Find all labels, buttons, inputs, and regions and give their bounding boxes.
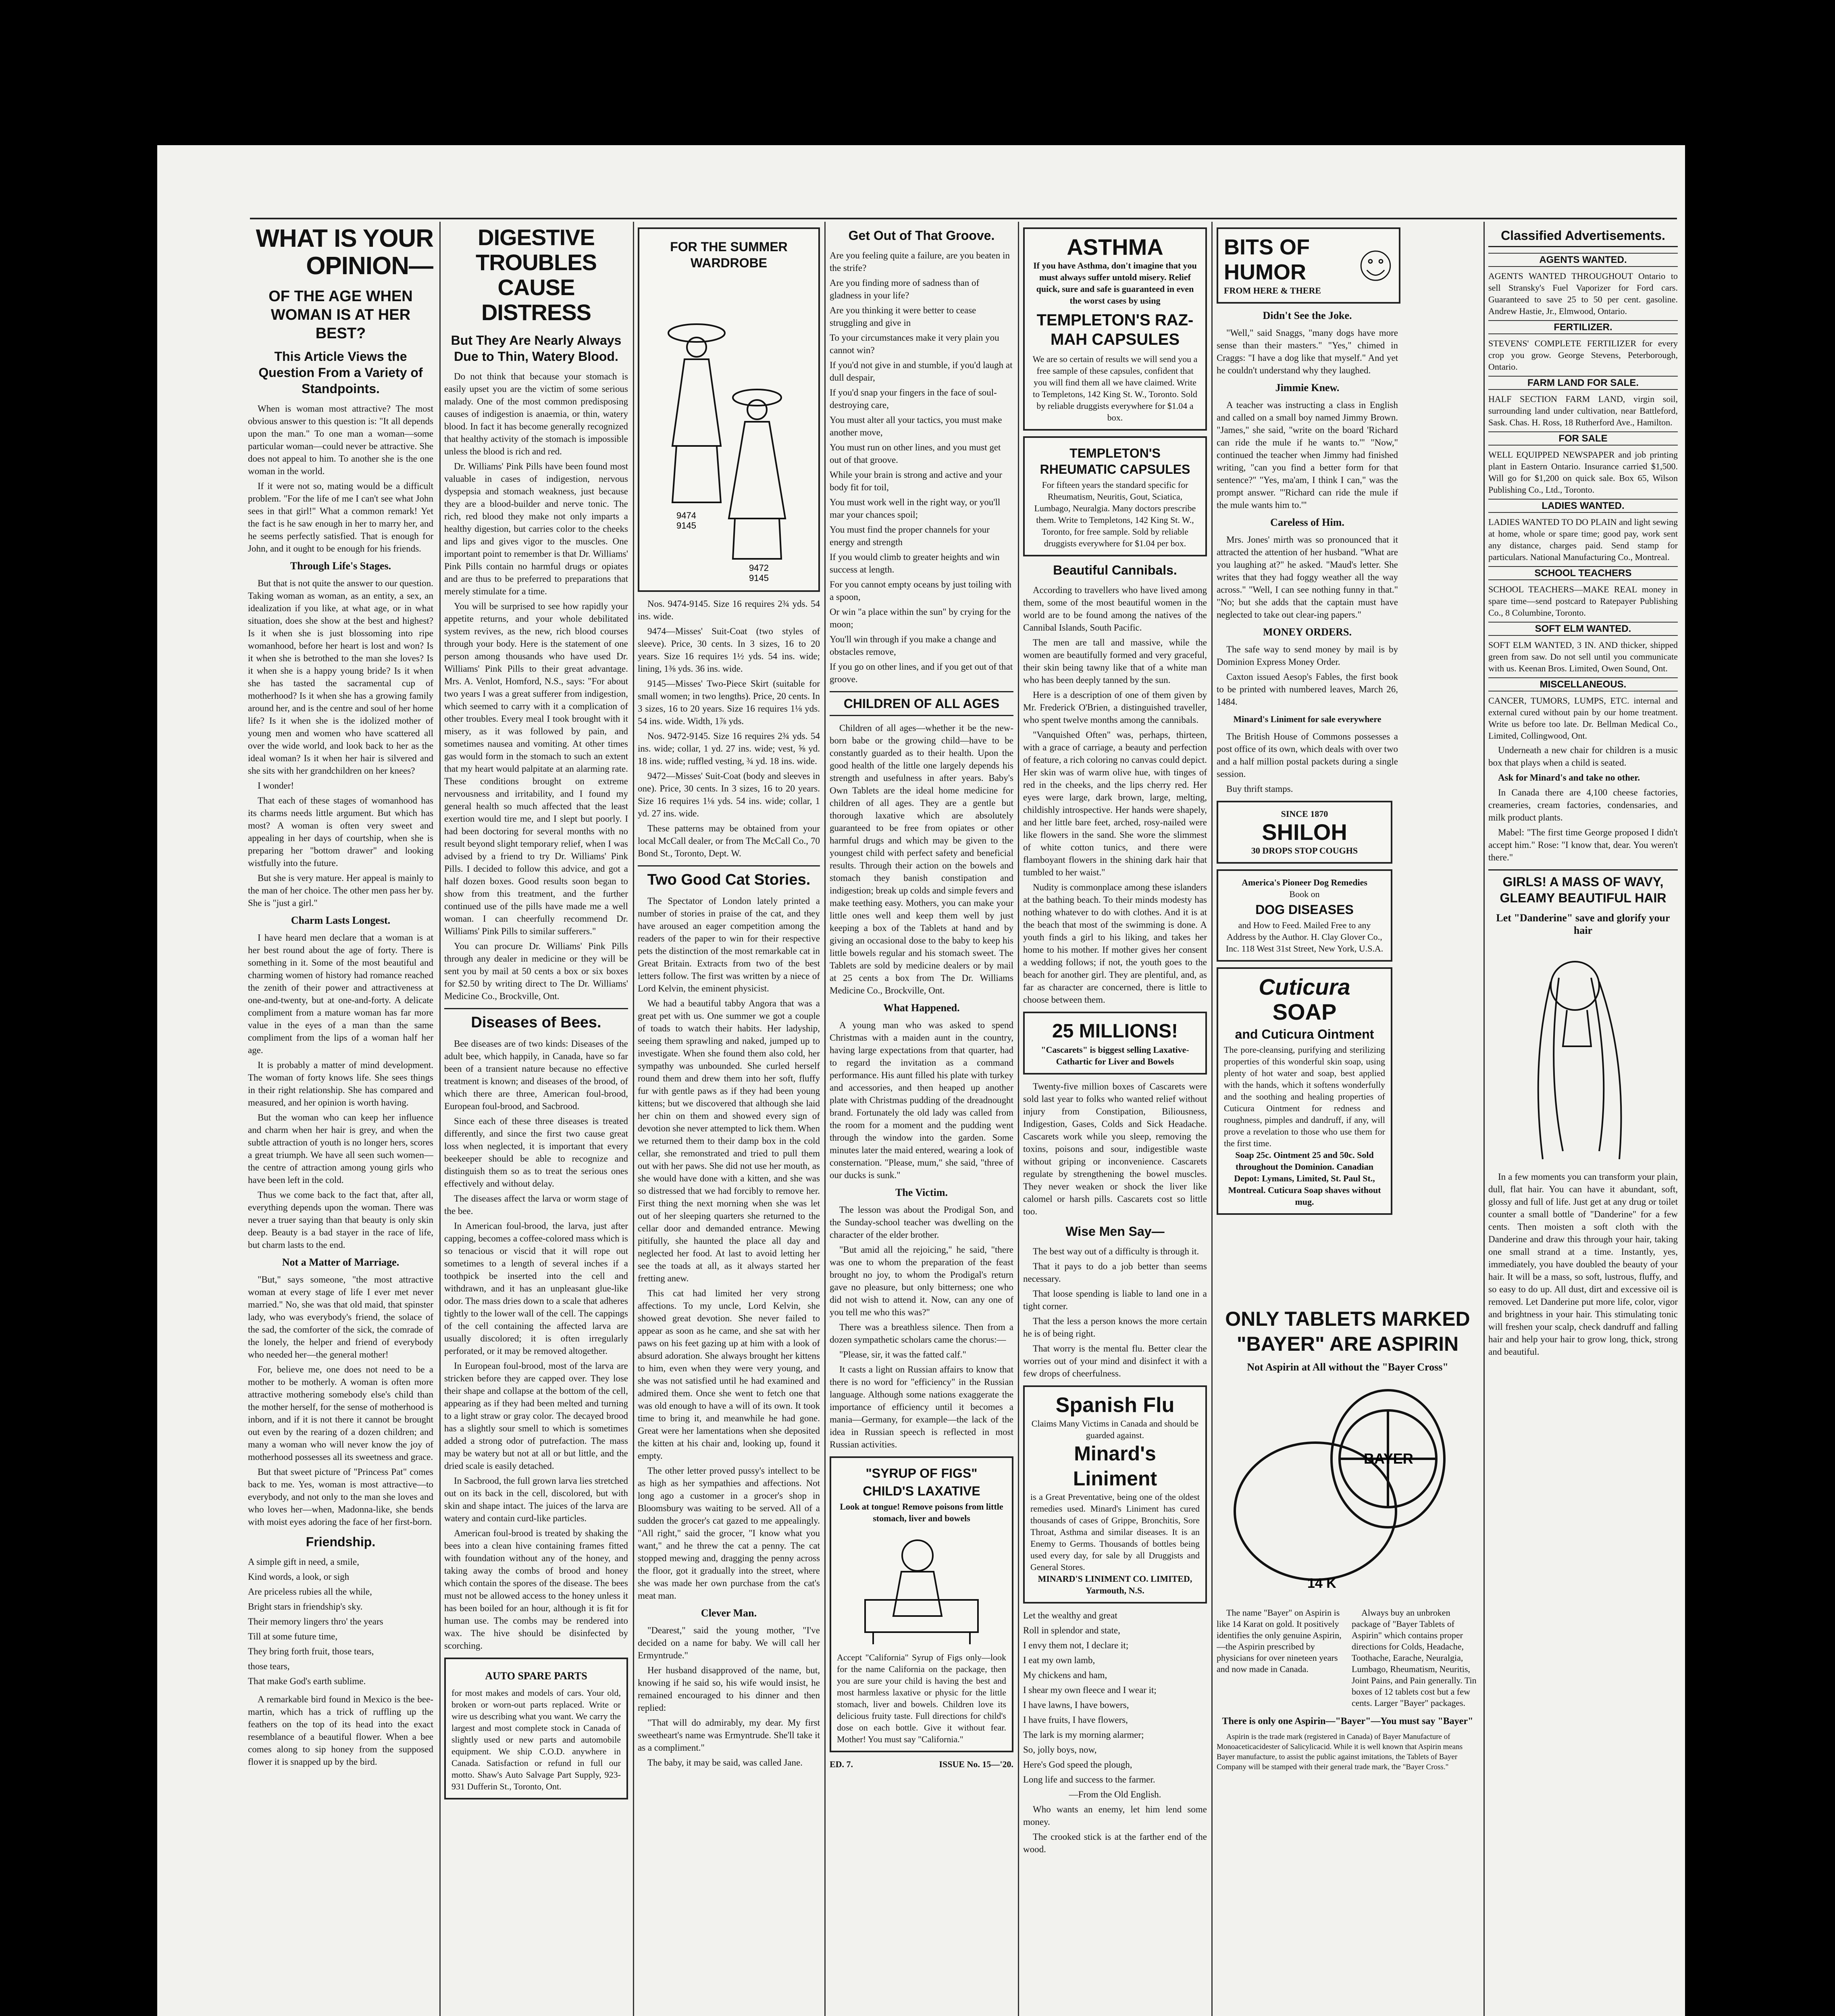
classified-ad: LADIES WANTED TO DO PLAIN and light sewing at home, whole or spare time; good pay, work sent any distance, charges paid. Send stamp for particulars. National Manufacturing Co., Montreal. (1488, 517, 1678, 562)
article-paragraph: Children of all ages—whether it be the new-born babe or the growing child—have to be constantly guarded as to their health. Upon the good health of the little one largely depends his strength and usefulness in after years. Baby's Own Tablets are the ideal home medicine for children of all ages. They are a gentle but thorough laxative which are absolutely guaranteed to be free from opiates or other harmful drugs and which may be given to the youngest child with perfect safety and beneficial results. Through their action on the bowels and stomach they banish constipation and indigestion; break up colds and simple fevers and make teething easy. Mothers, you can make your little ones well and keep them well by just keeping a box of the Tablets at hand and by giving an occasional dose to the baby to keep his little bowels regular and his stomach sweet. The Tablets are sold by medicine dealers or by mail at 25 cents a box from The Dr. Williams Medicine Co., Brockville, Ont. (830, 723, 1013, 996)
poem-line: If you'd not give in and stumble, if you'd laugh at dull despair, (830, 360, 1013, 383)
article-paragraph: Nudity is commonplace among these islanders at the bathing beach. To their minds modesty has nothing whatever to do with clothes. And it is at the beach that most of the swimming is done. A youth finds a girl to his liking, and takes her home to his mother. If mother gives her consent a wedding follows; if not, the youth goes to the beach for another girl. They are plentiful, and, as far as character are concerned, there is little to choose between them. (1023, 882, 1207, 1005)
classified-ad: SCHOOL TEACHERS—MAKE REAL money in spare time—send postcard to Ratepayer Publishing Co., 8 Columbine, Toronto. (1488, 584, 1678, 618)
poem (248, 1556, 433, 1687)
opinion-deck: This Article Views the Question From a Variety of Standpoints. (258, 349, 423, 396)
filler-paragraph: The crooked stick is at the farther end of the wood. (1023, 1832, 1207, 1854)
article-paragraph: That worry is the mental flu. Better clear the worries out of your mind and disinfect it with a few drops of cheerfulness. (1023, 1343, 1207, 1379)
article-paragraph: But that is not quite the answer to our question. Taking woman as woman, as an entity, a sex, an idealization if you like, at what age, or in what situation, does she show at the best and highest? Is it when she is just blossoming into ripe womanhood, before her heart is lost and won? Is it when she is betrothed to the man she loves? Is it when she is a happy young bride? Is it when she has tasted the sacramental cup of motherhood? Is it when she has a growing family around her, and is the centre and soul of her home life? Is it when she is the idolized mother of young men and women who have scattered all over the wide world, and look back to her as the ideal woman? Is it when her hair is silvered and she sits with her grandchildren on her knees? (248, 578, 433, 776)
article-paragraph: According to travellers who have lived among them, some of the most beautiful women in the world are to be found among the natives of the Cannibal Islands, South Pacific. (1023, 585, 1207, 633)
humor-jokes (1217, 309, 1398, 795)
figure-label: 9145 (676, 521, 696, 531)
article-paragraph: "That will do admirably, my dear. My first sweetheart's name was Ermyntrude. She'll take it as a compliment." (638, 1718, 820, 1753)
article-paragraph: It casts a light on Russian affairs to know that there is no word for "efficiency" in the Russian language. Although some nations exaggerate the importance of efficiency until it becomes a mania—Germany, for example—the lack of the idea in Russian speech is reflected in most Russian activities. (830, 1364, 1013, 1450)
groove-title: Get Out of That Groove. (848, 228, 995, 243)
shiloh-title: SHILOH (1262, 819, 1347, 845)
article-paragraph: Dr. Williams' Pink Pills have been found most valuable in cases of indigestion, nervous dyspepsia and stomach weakness, just because they are a blood-builder and nerve tonic. The rich, red blood they make not only imparts a healthy digestion, but carries color to the cheeks and lips and gives vigor to the muscles. One important point to remember is that Dr. Williams' Pink Pills contain no harmful drugs or opiates and are thus to be preferred to preparations that merely stimulate for a time. (444, 461, 628, 596)
poem-line: While your brain is strong and active and your body fit for toil, (830, 470, 1002, 492)
clever-man-title: Clever Man. (701, 1607, 757, 1619)
article-paragraph: In Sacbrood, the full grown larva lies stretched out on its back in the cell, discolored, but with skin and shape intact. The juices of the larva are watery and contain curd-like particles. (444, 1476, 628, 1523)
auto-parts-ad (444, 1658, 628, 1799)
humor-title: BITS OF HUMOR (1224, 235, 1310, 284)
dog-remedies-ad (1217, 869, 1392, 962)
poem-line: If you go on other lines, and if you get out of that groove. (830, 662, 1013, 684)
top-rule (250, 218, 1677, 219)
poem-line: Are you finding more of sadness than of gladness in your life? (830, 278, 980, 300)
article-paragraph: American foul-brood is treated by shaking the bees into a clean hive containing frames fitted with foundation without any of the honey, and taking away the combs of brood and honey which contain the spores of the disease. The bees must not be allowed access to the honey unless it has been boiled for an hour, although it is fit for human use. The combs may be rendered into wax. The hive should be disinfected by scorching. (444, 1528, 628, 1651)
poem-line: I have fruits, I have flowers, (1023, 1715, 1128, 1725)
syrup-lead: Look at tongue! Remove poisons from little stomach, liver and bowels (840, 1502, 1003, 1523)
article-paragraph: It is probably a matter of mind development. The woman of forty knows life. She sees things in their right relationship. She has compared and measured, and her opinion is worth having. (248, 1060, 433, 1108)
poem-line: Or win "a place within the sun" by crying for the moon; (830, 607, 1011, 629)
poem-line: That make God's earth sublime. (248, 1676, 366, 1686)
poem-line: To your circumstances make it very plain you cannot win? (830, 333, 999, 355)
shiloh-subtitle: 30 DROPS STOP COUGHS (1251, 846, 1358, 856)
opinion-subheadline: OF THE AGE WHEN WOMAN IS AT HER BEST? (268, 288, 413, 342)
column-6 (1217, 222, 1479, 1302)
cuticura-price: Soap 25c. Ointment 25 and 50c. Sold throughout the Dominion. Canadian Depot: Lymans, Limited, St. Paul St., Montreal. Cuticura Soap shaves without mug. (1228, 1150, 1381, 1207)
joke-text: Mrs. Jones' mirth was so pronounced that it attracted the attention of her husband. "What are you laughing at?" he asked. "Maud's letter. She writes that they had foggy weather all the way across." "Well, I can see nothing funny in that." "No; but she adds that the captain must have neglected to take out clear-ing papers." (1217, 535, 1398, 620)
article-paragraph: The lesson was about the Prodigal Son, and the Sunday-school teacher was dwelling on the character of the elder brother. (830, 1205, 1013, 1240)
section-subhead: Through Life's Stages. (290, 560, 391, 572)
article-paragraph: "But," says someone, "the most attractive woman at every stage of life I ever met never married." No, she was that old maid, that spinster lady, who was everybody's friend, the solace of the sad, the comforter of the sick, the comrade of the lonely, the helper and friend of everybody who needed her—the general mother! (248, 1275, 433, 1360)
poem-line: Bright stars in friendship's sky. (248, 1602, 363, 1612)
what-happened-title: What Happened. (883, 1002, 960, 1014)
fashion-box (638, 227, 820, 592)
pattern-text: 9474—Misses' Suit-Coat (two styles of sleeve). Price, 30 cents. In 3 sizes, 16 to 20 years. Size 16 requires 1½ yds. 54 ins. wide; lining, 1⅜ yds. 36 ins. wide. (638, 626, 820, 674)
poem-line: Are priceless rubies all the while, (248, 1587, 372, 1597)
article-paragraph: Caxton issued Aesop's Fables, the first book to be printed with numbered leaves, March 26, 1484. (1217, 672, 1398, 707)
poem-line: Long life and success to the farmer. (1023, 1774, 1155, 1785)
dog-lead: America's Pioneer Dog Remedies (1242, 877, 1367, 887)
cannibals-title: Beautiful Cannibals. (1053, 563, 1177, 577)
asthma-title: ASTHMA (1067, 234, 1163, 260)
bayer-right-text: Always buy an unbroken package of "Bayer Tablets of Aspirin" which contains proper directions for Colds, Headache, Toothache, Earache, Neuralgia, Lumbago, Rheumatism, Neuritis, Joint Pains, and Pain generally. Tin boxes of 12 tablets cost but a few cents. Larger "Bayer" packages. (1352, 1608, 1477, 1708)
article-paragraph: The diseases affect the larva or worm stage of the bee. (444, 1193, 628, 1216)
wise-men-title: Wise Men Say— (1065, 1224, 1165, 1239)
article-paragraph: A young man who was asked to spend Christmas with a maiden aunt in the country, having large expectations from that quarter, had to regard the invitation as a command performance. His aunt filled his plate with turkey and accessories, and then heaped up another plate with Christmas pudding of the dreadnought brand. Fortunately the old lady was called from the room for a moment and the pudding went through the window into the garden. Some minutes later the maid entered, wearing a look of consternation. "Please, mum," she said, "three of our ducks is sunk." (830, 1020, 1013, 1180)
syrup-of-figs-ad (830, 1456, 1013, 1752)
article-paragraph: The other letter proved pussy's intellect to be as high as her sympathies and affections. Not long ago a customer in a grocer's shop in Bloomsbury was waiting to be served. All of a sudden the grocer's cat gazed to me appealingly. "All right," said the grocer, "I know what you want," and he threw the cat a penny. The cat stopped mewing and, dragging the penny across the floor, got it gradually into the street, where she was made her own purchase from the cat's meat man. (638, 1466, 820, 1601)
woman-long-hair-illustration (1506, 941, 1660, 1167)
joke-text: "Well," said Snaggs, "many dogs have more sense than their masters." "Yes," chimed in Craggs: "I have a dog like that myself." And yet he couldn't understand why they laughed. (1217, 328, 1398, 375)
cuticura-ad (1217, 967, 1392, 1215)
issue-number: ISSUE No. 15—'20. (939, 1759, 1013, 1769)
poem-line: I shear my own fleece and I wear it; (1023, 1685, 1157, 1695)
classified-title: Classified Advertisements. (1488, 227, 1678, 247)
bayer-cross-text: BAYER (1364, 1450, 1413, 1467)
joke-title: Jimmie Knew. (1275, 382, 1340, 394)
article-paragraph: "Vanquished Often" was, perhaps, thirteen, with a grace of carriage, a beauty and perfection of feature, a rich coloring no canvas could depict. Her skin was of warm olive hue, with tinges of red in the cheeks, and the lips cherry red. Her eyes were large, dark brown, large, melting, childishly introspective. Her hands were shapely, and her little bare feet, arched, rosy-nailed were like flowers in the sand. She wore the slimmest of white cotton tunics, and there were flamboyant flowers in the shining dark hair that tumbled to her waist." (1023, 730, 1207, 877)
poem-line: You must work well in the right way, or you'll mar your chances spoil; (830, 497, 1001, 520)
pattern-text: 9145—Misses' Two-Piece Skirt (suitable for small women; in two lengths). Price, 20 cents. In 3 sizes, 16 to 20 years. Size 16 requires 1⅛ yds. 54 ins. wide. Width, 1⅞ yds. (638, 679, 820, 726)
classified-heading: AGENTS WANTED. (1488, 253, 1678, 267)
classified-heading: SCHOOL TEACHERS (1488, 566, 1678, 580)
pattern-text: 9472—Misses' Suit-Coat (body and sleeves in one). Price, 30 cents. In 3 sizes, 16 to 20 years. Size 16 requires 1⅛ yds. 54 ins. wide; collar, 1 yd. 27 ins. wide. (638, 771, 820, 818)
poem-line: I have lawns, I have bowers, (1023, 1700, 1129, 1710)
poem-line: Kind words, a look, or sigh (248, 1572, 350, 1582)
spanish-flu-title: Spanish Flu (1055, 1393, 1175, 1417)
syrup-subtitle: CHILD'S LAXATIVE (863, 1484, 980, 1498)
groove-poem (830, 249, 1013, 685)
poem-line: If you'd snap your fingers in the face of soul-destroying care, (830, 387, 997, 410)
article-paragraph: In European foul-brood, most of the larva are stricken before they are capped over. They lose their shape and collapse at the bottom of the cell, appearing as if they had been melted and turning to a light straw or gray color. The decayed brood has a slightly sour smell to which is sometimes added a strong odor of putrefaction. The mass may be watery but not at all or but little, and the dried scale is easily detached. (444, 1361, 628, 1471)
article-paragraph: Her husband disapproved of the name, but, knowing if he said so, his wife would insist, he remained encouraged to his dinner and then replied: (638, 1665, 820, 1713)
article-paragraph: Bee diseases are of two kinds: Diseases of the adult bee, which happily, in Canada, have so far been of a transient nature because no effective treatment is known; and diseases of the brood, of which there are three, American foul-brood, European foul-brood, and Sacbrood. (444, 1039, 628, 1111)
article-paragraph: When is woman most attractive? The most obvious answer to this question is: "It all depends upon the man." To one man a woman—some particular woman—could never be attractive. She does not appeal to him. To another she is the one woman in the world. (248, 404, 433, 476)
classified-heading: LADIES WANTED. (1488, 499, 1678, 513)
article-paragraph: If it were not so, mating would be a difficult problem. "For the life of me I can't see what John sees in that girl!" What a common remark! Yet the fact is he saw enough in her to marry her, and he seems perfectly satisfied. That is enough for John, and it ought to be enough for his friends. (248, 481, 433, 554)
figure-label: 9145 (749, 573, 769, 583)
poem-title: Friendship. (306, 1535, 376, 1549)
article-paragraph: Here is a description of one of them given by Mr. Frederick O'Brien, a distinguished traveller, who spent twelve months among the cannibals. (1023, 690, 1207, 725)
poem-line: For you cannot empty oceans by just toiling with a spoon, (830, 579, 1012, 602)
bayer-karat-text: 14 K (1307, 1576, 1336, 1591)
cuticura-title: Cuticura (1259, 974, 1350, 1000)
column-3 (638, 222, 820, 2016)
minards-title: Minard's Liniment (1073, 1442, 1157, 1490)
rheumatic-body: For fifteen years the standard specific for Rheumatism, Neuritis, Gout, Sciatica, Lumbago, Neuralgia. Many doctors prescribe them. Write to Templetons, 142 King St. W., Toronto, for free sample. Sold by reliable druggists everywhere for $1.04 per box. (1034, 480, 1196, 548)
article-paragraph: The British House of Commons possesses a post office of its own, which deals with over two and a half million postal packets during a single session. (1217, 731, 1398, 779)
classified-ad: CANCER, TUMORS, LUMPS, ETC. internal and external cured without pain by our home treatment. Write us before too late. Dr. Bellman Medical Co., Limited, Collingwood, Ont. (1488, 696, 1678, 741)
column-7 (1488, 222, 1678, 2016)
article-paragraph: But the woman who can keep her influence and charm when her hair is grey, and when the subtle attraction of youth is no longer hers, scores a great triumph. We have all seen such women—the centre of attraction among young girls who have been left in the cold. (248, 1112, 433, 1185)
poem-line: Their memory lingers thro' the years (248, 1616, 383, 1627)
humor-subtitle: FROM HERE & THERE (1224, 285, 1321, 296)
asthma-ad (1023, 227, 1207, 431)
rheumatic-title: TEMPLETON'S RHEUMATIC CAPSULES (1040, 446, 1190, 477)
classified-heading: FARM LAND FOR SALE. (1488, 376, 1678, 390)
poem-line: A simple gift in need, a smile, (248, 1557, 359, 1567)
column-rule (824, 222, 826, 2016)
laughing-face-icon (1358, 240, 1393, 292)
article-paragraph: The men are tall and massive, while the women are beautifully formed and very graceful, their skin being tawny like that of a white man who has been deeply tanned by the sun. (1023, 637, 1207, 685)
column-2 (444, 222, 628, 2016)
cat-stories-title: Two Good Cat Stories. (638, 865, 820, 889)
column-rule (633, 222, 634, 2016)
article-paragraph: That each of these stages of womanhood has its charms needs little argument. But which has most? A woman is often very sweet and appealing in her days of courtship, when she is preparing her "bottom drawer" and looking wistfully into the future. (248, 796, 433, 868)
classified-ad: HALF SECTION FARM LAND, virgin soil, surrounding land under cultivation, near Battleford, Sask. Chas. H. Ross, 18 Rutherford Ave., Hamilton. (1488, 394, 1678, 427)
bayer-only-line: There is only one Aspirin—"Bayer"—You must say "Bayer" (1222, 1716, 1473, 1727)
edition-label: ED. 7. (830, 1759, 853, 1769)
article-paragraph: You can procure Dr. Williams' Pink Pills through any dealer in medicine or they will be sent you by mail at 50 cents a box or six boxes for $2.50 by writing direct to The Dr. Williams' Medicine Co., Brockville, Ont. (444, 941, 628, 1001)
article-paragraph: Twenty-five million boxes of Cascarets were sold last year to folks who wanted relief without injury from Constipation, Biliousness, Indigestion, Gases, Colds and Sick Headache. Cascarets work while you sleep, removing the toxins, poisons and sour, indigestible waste without griping or inconvenience. Cascarets regulate by strengthening the bowel muscles. They never weaken or shock the liver like calomel or harsh pills. Cascarets cost so little too. (1023, 1081, 1207, 1216)
article-paragraph: Thus we come back to the fact that, after all, everything depends upon the woman. There was never a truer saying than that beauty is only skin deep. Beauty is a bad stayer in the race of life, but charm lasts to the end. (248, 1190, 433, 1250)
bayer-left-text: The name "Bayer" on Aspirin is like 14 Karat on gold. It positively identifies the only genuine Aspirin,—the Aspirin prescribed by physicians for over nineteen years and now made in Canada. (1217, 1608, 1342, 1674)
article-paragraph: For, believe me, one does not need to be a mother to be motherly. A woman is often more attractive mothering somebody else's child than the mother herself, for the sense of motherhood is inborn, and if it is not there it cannot be brought out even by the rearing of a dozen children; and many a woman who will never know the joy of motherhood possesses all its sweetness and grace. (248, 1364, 433, 1462)
bayer-ad (1217, 1306, 1479, 2016)
pattern-text: These patterns may be obtained from your local McCall dealer, or from The McCall Co., 70 Bond St., Toronto, Dept. W. (638, 823, 820, 858)
poem-line: those tears, (248, 1661, 290, 1671)
poem-line: I eat my own lamb, (1023, 1655, 1095, 1665)
figure-label: 9472 (749, 563, 769, 573)
minards-body: is a Great Preventative, being one of the oldest remedies used. Minard's Liniment has cured thousands of cases of Grippe, Bronchitis, Sore Throat, Asthma and similar diseases. It is an Enemy to Germs. Thousands of bottles being used every day, for sale by all Druggists and General Stores. (1030, 1492, 1200, 1572)
poem-line: I envy them not, I declare it; (1023, 1640, 1129, 1650)
joke-title: Careless of Him. (1270, 516, 1344, 528)
bayer-cross-logo (1227, 1378, 1469, 1604)
column-rule (1018, 222, 1019, 2016)
shiloh-since: SINCE 1870 (1281, 809, 1328, 819)
bayer-fine-print: Aspirin is the trade mark (registered in Canada) of Bayer Manufacture of Monoaceticacidester of Salicylicacid. While it is well known that Aspirin means Bayer manufacture, to assist the public against imitations, the Tablets of Bayer Company will be stamped with their general trade mark, the "Bayer Cross." (1217, 1733, 1463, 1771)
victim-title: The Victim. (895, 1187, 948, 1198)
column-1 (248, 222, 433, 2016)
poem-line: My chickens and ham, (1023, 1670, 1107, 1680)
bayer-title-line2: "BAYER" ARE ASPIRIN (1236, 1333, 1459, 1355)
minards-line: Minard's Liniment for sale everywhere (1233, 714, 1381, 724)
article-paragraph: "But amid all the rejoicing," he said, "there was one to whom the preparation of the feast brought no joy, to whom the Prodigal's return gave no pleasure, but only bitterness; one who did not wish to attend it. Now, can any one of you tell me who this was?" (830, 1245, 1013, 1317)
article-paragraph: That the less a person knows the more certain he is of being right. (1023, 1316, 1207, 1339)
poem-line: So, jolly boys, now, (1023, 1745, 1097, 1755)
article-paragraph: This cat had limited her very strong affections. To my uncle, Lord Kelvin, she showed great devotion. She never failed to appear as soon as he came, and she sat with her paws on his feet gazing up at him with a look of absurd adoration. She always brought her kittens to him, even when they were very young, and she was not satisfied until he had examined and admired them. Once she went to fetch one that was old enough to have a will of its own. It took time to bring it, and meanwhile he had gone. Great were her lamentations when she deposited the kitten at his chair and, looking up, found it empty. (638, 1288, 820, 1461)
razmah-body: We are so certain of results we will send you a free sample of these capsules, confident that you will find them all we have claimed. Write to Templetons, 142 King St. W., Toronto. Sold by reliable druggists everywhere for $1.04 a box. (1032, 354, 1198, 423)
children-title: CHILDREN OF ALL AGES (830, 691, 1013, 716)
filler-paragraph: Underneath a new chair for children is a music box that plays when a child is seated. (1488, 745, 1678, 768)
minards-ad (1023, 1385, 1207, 1604)
filler-paragraph: Ask for Minard's and take no other. (1498, 773, 1640, 783)
article-paragraph: In American foul-brood, the larva, just after capping, becomes a coffee-colored mass which is so tenacious or viscid that it will rope out sometimes to a length of several inches if a toothpick be inserted into the cell and withdrawn, and it has an unpleasant glue-like odor. The mass dries down to a scale that adheres tightly to the lower wall of the cell. The cappings of the cell containing the affected larva are usually discolored; it is often irregularly perforated, or it may be removed altogether. (444, 1221, 628, 1356)
fashion-illustration (648, 277, 809, 583)
cuticura-body: The pore-cleansing, purifying and sterilizing properties of this wonderful skin soap, using plenty of hot water and soap, best applied with the hands, which it softens wonderfully and the soothing and healing properties of Cuticura Ointment for redness and roughness, pimples and dandruff, if any, will prove a revelation to those who use them for the first time. (1224, 1045, 1385, 1148)
filler-paragraph: Mabel: "The first time George proposed I didn't accept him." Rose: "I know that, dear. You weren't there." (1488, 827, 1678, 862)
classified-ad: WELL EQUIPPED NEWSPAPER and job printing plant in Eastern Ontario. Insurance carried $1,500. Will go for $1,200 on quick sale. Box 65, Wilson Publishing Co., Ltd., Toronto. (1488, 450, 1678, 495)
filler-paragraph: In Canada there are 4,100 cheese factories, creameries, cream factories, condensaries, and milk product plants. (1488, 787, 1678, 823)
column-rule (1483, 222, 1485, 2016)
joke-title: Didn't See the Joke. (1263, 310, 1352, 321)
pattern-text: Nos. 9472-9145. Size 16 requires 2¾ yds. 54 ins. wide; collar, 1 yd. 27 ins. wide; vest, ⅝ yd. 18 ins. wide; ruffled vesting, ¾ yd. 18 ins. wide. (638, 731, 820, 766)
poem-line: Here's God speed the plough, (1023, 1760, 1132, 1770)
spanish-flu-subtitle: Claims Many Victims in Canada and should be guarded against. (1031, 1418, 1199, 1440)
newspaper-page (157, 145, 1685, 2016)
article-paragraph: But that sweet picture of "Princess Pat" comes back to me. Yes, woman is most attractive—to everybody, and not only to the man she loves and who loves her—when, Madonna-like, she bends with moist eyes adoring the face of her first-born. (248, 1467, 433, 1527)
auto-parts-title: AUTO SPARE PARTS (485, 1670, 587, 1682)
cascarets-ad (1023, 1012, 1207, 1075)
article-paragraph: That it pays to do a job better than seems necessary. (1023, 1261, 1207, 1284)
article-paragraph: The safe way to send money by mail is by Dominion Express Money Order. (1217, 644, 1398, 667)
syrup-title: "SYRUP OF FIGS" (865, 1466, 978, 1481)
bayer-title-line1: ONLY TABLETS MARKED (1225, 1308, 1470, 1330)
auto-parts-body: for most makes and models of cars. Your old, broken or worn-out parts replaced. Write or wire us describing what you want. We carry the largest and most complete stock in Canada of slightly used or new parts and automobile equipment. We ship C.O.D. anywhere in Canada. Satisfaction or refund in full our motto. Shaw's Auto Salvage Part Supply, 923-931 Dufferin St., Toronto, Ont. (451, 1688, 621, 1791)
article-paragraph: We had a beautiful tabby Angora that was a great pet with us. One summer we got a couple of toads to watch their habits. Her ladyship, seeing them sprawling and naked, jumped up to investigate. When she found them also cold, her sympathy was unbounded. She curled herself round them and drew them into her soft, fluffy fur with gentle paws as if they had been young kittens; but we discovered that although she laid her chin on them and showed every sign of devotion she never attempted to lick them. When we returned them to their damp box in the cold cellar, she remonstrated and tried to pull them out with her paws. She did not use her mouth, as she would have done with a kitten, and she was so distressed that we had forcibly to remove her. First thing the next morning when she was let out of her sleeping quarters she returned to the cellar door and demanded entrance. Mewing pitifully, she haunted the place all day and neglected her food. At last to avoid letting her see the toads at all, as it always started her fretting anew. (638, 998, 820, 1283)
article-paragraph: I have heard men declare that a woman is at her best round about the age of forty. There is something in it. Some of the most beautiful and charming women of history had romance reached the zenith of their power and attractiveness at one-and-twenty, but at one-and-forty. A delicate compliment from a mature woman has far more value in the eyes of a man than the same compliment from the lips of a woman half her age. (248, 933, 433, 1055)
poem-line: You must find the proper channels for your energy and strength (830, 525, 990, 547)
article-paragraph: That loose spending is liable to land one in a tight corner. (1023, 1289, 1207, 1311)
child-illustration (857, 1527, 986, 1648)
poem-line: Are you thinking it were better to cease struggling and give in (830, 305, 976, 328)
article-paragraph: I wonder! (258, 781, 294, 791)
filler-paragraph: A remarkable bird found in Mexico is the bee-martin, which has a trick of ruffling up the feathers on the top of its head into the exact resemblance of a beautiful flower. When a bee comes along to sip honey from the supposed flower it is snapped up by the bird. (248, 1694, 433, 1767)
poem-line: Till at some future time, (248, 1631, 338, 1641)
syrup-body: Accept "California" Syrup of Figs only—look for the name California on the package, then you are sure your child is having the best and most harmless laxative or physic for the little stomach, liver and bowels. Children love its delicious fruity taste. Full directions for child's dose on each bottle. Give it without fear. Mother! You must say "California." (837, 1652, 1006, 1744)
poem-line: They bring forth fruit, those tears, (248, 1646, 374, 1656)
article-paragraph: The baby, it may be said, was called Jane. (647, 1758, 803, 1768)
article-paragraph: In a few moments you can transform your plain, dull, flat hair. You can have it abundant, soft, glossy and full of life. Just get at any drug or toilet counter a small bottle of "Danderine" for a few cents. Then moisten a soft cloth with the Danderine and draw this through your hair, taking one small strand at a time. Instantly, yes, immediately, you have doubled the beauty of your hair. It will be a mass, so soft, lustrous, fluffy, and so easy to do up. All dust, dirt and excessive oil is removed. Let Danderine put more life, color, vigor and brightness in your hair. This stimulating tonic will freshen your scalp, check dandruff and falling hair and help your hair to grow long, thick, strong and beautiful. (1488, 1172, 1678, 1357)
article-paragraph: You will be surprised to see how rapidly your appetite returns, and your whole debilitated system revives, as the new, rich blood courses through your body. Here is the statement of one person among thousands who have used Dr. Williams' Pink Pills to their great advantage. Mrs. A. Venlot, Homford, N.S., says: "For about two years I was a great sufferer from indigestion, which seemed to carry with it a complication of other troubles. Every meal I took brought with it misery, as it was followed by pain, and sometimes nausea and vomiting. At other times gas would form in the stomach to such an extent that my heart would palpitate at an alarming rate. These conditions brought on extreme nervousness and irritability, and I found my general health so much affected that the least exertion would tire me, and I slept but poorly. I had been doctoring for several months with no result beyond slight temporary relief, when I was advised by a friend to try Dr. Williams' Pink Pills. I decided to follow this advice, and got a half dozen boxes. Good results soon began to show from this treatment, and the further continued use of the pills have made me a well woman. I can cheerfully recommend Dr. Williams' Pink Pills to similar sufferers." (444, 601, 628, 936)
money-orders-title: MONEY ORDERS. (1263, 626, 1352, 638)
minards-company: MINARD'S LINIMENT CO. LIMITED, Yarmouth, N.S. (1038, 1574, 1192, 1595)
classified-ad: SOFT ELM WANTED, 3 IN. AND thicker, shipped green from saw. Do not sell until you communicate with us. Keenan Bros. Limited, Owen Sound, Ont. (1488, 640, 1678, 673)
pattern-text: Nos. 9474-9145. Size 16 requires 2¾ yds. 54 ins. wide. (638, 599, 820, 621)
classified-heading: FOR SALE (1488, 431, 1678, 446)
rheumatic-ad (1023, 436, 1207, 556)
classified-ad: STEVENS' COMPLETE FERTILIZER for every crop you grow. George Stevens, Peterborough, Ontario. (1488, 338, 1678, 372)
digestive-deck: But They Are Nearly Always Due to Thin, Watery Blood. (451, 333, 622, 364)
article-paragraph: The best way out of a difficulty is through it. (1033, 1246, 1199, 1256)
article-paragraph: Do not think that because your stomach is easily upset you are the victim of some serious malady. One of the most common predisposing causes of indigestion is anaemia, or thin, watery blood. In fact it has become generally recognized that healthy activity of the stomach is impossible unless the blood is rich and red. (444, 371, 628, 456)
poem-line: Let the wealthy and great (1023, 1610, 1117, 1620)
asthma-body: If you have Asthma, don't imagine that you must always suffer untold misery. Relief quick, sure and safe is guaranteed in even the worst cases by using (1033, 260, 1197, 306)
poem-line: If you would climb to greater heights and win success at length. (830, 552, 1000, 575)
classified-ad: AGENTS WANTED THROUGHOUT Ontario to sell Stransky's Fuel Vaporizer for Ford cars. Guaranteed to save 25 to 50 per cent. gasoline. Andrew Hastie, Jr., Elmwood, Ontario. (1488, 271, 1678, 316)
cuticura-soap: SOAP (1272, 999, 1337, 1025)
column-rule (439, 222, 441, 2016)
figure-label: 9474 (676, 510, 696, 521)
razmah-title: TEMPLETON'S RAZ-MAH CAPSULES (1036, 311, 1194, 348)
poem-source: —From the Old English. (1069, 1789, 1161, 1799)
issue-footer (830, 1758, 1013, 1770)
bees-title: Diseases of Bees. (444, 1008, 628, 1032)
joke-text: A teacher was instructing a class in English and called on a small boy named Jimmy Brown. "James," she said, "write on the board 'Richard can ride the mule if he wants to.'" "Now," continued the teacher when Jimmy had finished writing, "can you find a better form for that sentence?" "Yes, ma'am, I think I can," was the prompt answer. "'Richard can ride the mule if the mule wants him to.'" (1217, 400, 1398, 510)
column-5 (1023, 222, 1207, 2016)
danderine-title: GIRLS! A MASS OF WAVY, GLEAMY BEAUTIFUL HAIR (1488, 869, 1678, 906)
poem-line: The lark is my morning alarmer; (1023, 1730, 1144, 1740)
opinion-headline: WHAT IS YOUR OPINION— (256, 225, 433, 280)
section-subhead: Charm Lasts Longest. (291, 914, 391, 926)
humor-banner-text (1224, 235, 1350, 296)
article-paragraph: There was a breathless silence. Then from a dozen sympathetic scholars came the chorus:— (830, 1322, 1013, 1345)
bayer-text-columns (1217, 1607, 1479, 1711)
poem-line: Roll in splendor and state, (1023, 1625, 1120, 1635)
cascarets-title: 25 MILLIONS! (1052, 1020, 1178, 1042)
humor-banner (1217, 227, 1400, 304)
article-paragraph: Since each of these three diseases is treated differently, and since the first two cause great loss when neglected, it is important that every beekeeper should be able to recognize and distinguish them so as to treat the serious ones effectively and without delay. (444, 1116, 628, 1189)
dog-book: Book on (1289, 889, 1320, 899)
bayer-subtitle: Not Aspirin at All without the "Bayer Cross" (1247, 1361, 1448, 1373)
dog-body: and How to Feed. Mailed Free to any Address by the Author. H. Clay Glover Co., Inc. 118 West 31st Street, New York, U.S.A. (1225, 920, 1384, 954)
shiloh-ad (1217, 801, 1392, 864)
column-4 (830, 222, 1013, 2016)
article-paragraph: "Dearest," said the young mother, "I've decided on a name for baby. We will call her Ermyntrude." (638, 1625, 820, 1660)
danderine-lead: Let "Danderine" save and glorify your hair (1496, 912, 1670, 936)
poem-line: You must run on other lines, and you must get out of that groove. (830, 442, 1001, 465)
fashion-title: FOR THE SUMMER WARDROBE (670, 240, 788, 270)
classified-heading: MISCELLANEOUS. (1488, 677, 1678, 691)
article-paragraph: "Please, sir, it was the fatted calf." (839, 1350, 966, 1360)
classified-heading: FERTILIZER. (1488, 320, 1678, 334)
dog-title: DOG DISEASES (1255, 902, 1354, 917)
digestive-headline: DIGESTIVE TROUBLES CAUSE DISTRESS (476, 225, 597, 325)
poem-line: You'll win through if you make a change and obstacles remove, (830, 634, 997, 657)
filler-paragraph: Who wants an enemy, let him lend some money. (1023, 1804, 1207, 1827)
cuticura-ointment: and Cuticura Ointment (1235, 1027, 1374, 1041)
article-paragraph: Buy thrift stamps. (1226, 784, 1293, 794)
classified-heading: SOFT ELM WANTED. (1488, 622, 1678, 636)
cascarets-subtitle: "Cascarets" is biggest selling Laxative-Cathartic for Liver and Bowels (1041, 1045, 1189, 1066)
poem-line: Are you feeling quite a failure, are you beaten in the strife? (830, 250, 1010, 273)
article-paragraph: The Spectator of London lately printed a number of stories in praise of the cat, and they have aroused an eager competition among the readers of the paper to win for their respective pets the distinction of the most remarkable cat in Great Britain. Extracts from two of the best letters follow. The first was written by a niece of Lord Kelvin, the eminent physicist. (638, 896, 820, 993)
farmer-poem (1023, 1609, 1207, 1801)
section-subhead: Not a Matter of Marriage. (282, 1256, 399, 1268)
column-rule (1211, 222, 1213, 2016)
article-paragraph: But she is very mature. Her appeal is mainly to the man of her choice. The other men pass her by. She is "just a girl." (248, 873, 433, 908)
poem-line: You must alter all your tactics, you must make another move, (830, 415, 1002, 437)
